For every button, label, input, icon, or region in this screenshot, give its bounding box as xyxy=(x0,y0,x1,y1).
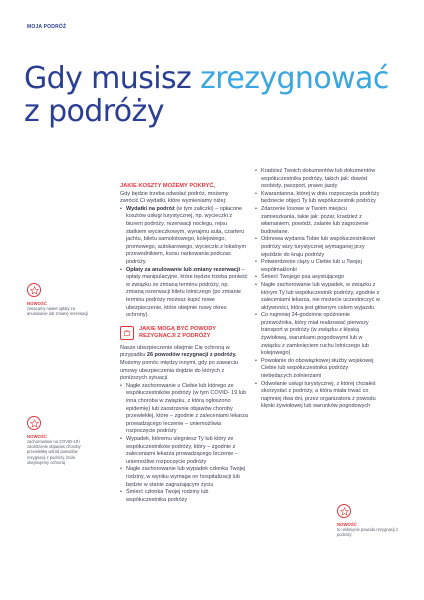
list-item: • Kradzież Twoich dokumentów lub dokumentów współuczestnika podróży, takich jak: dowód osobisty, paszport, prawo jazdy xyxy=(255,168,380,191)
list-item: • Opłaty za anulowanie lub zmiany rezerwacji – opłaty manipulacyjne, które będzie trzeba ponieść w związku ze zmianą terminu podróży, np. zmianą rezerwacji biletu lotniczego (po zmianie terminu podróży możesz kupić nowe ubezpieczenie, które obejmie nowy okres ochrony). xyxy=(120,267,248,320)
badge-text: zwracamy nawet opłaty za anulowanie lub zmianę rezerwacji xyxy=(27,306,89,317)
new-badge-reason xyxy=(337,504,399,537)
title-highlight: zrezygnować xyxy=(200,61,389,96)
list-item: • Odmowa wydania Tobie lub współuczestnikowi podróży wizy turystycznej wymaganej przy wjeździe do kraju podróży xyxy=(255,236,380,259)
badge-title: NOWOŚĆ xyxy=(27,434,47,439)
badge-text: zachorowanie na COVID-19 i zaostrzenie objawów choroby przewlekłej wśród powodów rezygnacji z podróży, które obejmujemy ochroną xyxy=(27,439,81,465)
reasons-heading: JAKIE MOGĄ BYĆ POWODY REZYGNACJI Z PODRÓŻY xyxy=(139,325,217,340)
star-icon xyxy=(27,283,41,297)
costs-intro: Gdy będzie trzeba odwołać podróż, możemy zwrócić Ci wydatki, które wymieniamy niżej: xyxy=(120,190,229,205)
left-column xyxy=(120,183,248,504)
reasons-heading-block xyxy=(120,326,248,341)
section-label: MOJA PODRÓŻ xyxy=(27,24,67,30)
new-badge-covid xyxy=(27,416,89,465)
star-icon xyxy=(337,504,351,518)
list-item: • Wypadek, któremu ulegniesz Ty lub który ze współuczestników podróży, który – zgodnie z zaleceniami lekarza prowadzącego leczenie – uniemożliwi rozpoczęcie podróży xyxy=(120,436,248,466)
list-item: • Zdarzenie losowe w Twoim miejscu zamieszkania, takie jak: pożar, kradzież z włamaniem, powódź, zalanie lub zagrożenie budowlane. xyxy=(255,206,380,236)
right-column xyxy=(255,168,380,411)
list-item: • Kwarantanna, której w dniu rozpoczęcia podróży będziecie objęci Ty lub współuczestnik podróży xyxy=(255,191,380,206)
star-icon xyxy=(27,416,41,430)
costs-heading: JAKIE KOSZTY MOŻEMY POKRYĆ, xyxy=(120,183,216,189)
list-item: • Odwołanie usługi turystycznej, z której chciałeś skorzystać z podróży, a która miała trwać co najmniej dwa dni, przez organizatora z powodu klęski żywiołowej lub warunków pogodowych xyxy=(255,381,380,411)
badge-title: NOWOŚĆ xyxy=(337,522,357,527)
list-item: • Potwierdzenie ciąży u Ciebie lub u Twojej współmałżonki xyxy=(255,259,380,274)
list-item: • Wydatki na podróż (w tym zaliczki) – opłacone kosztów usługi turystycznej, np. wycieczki z biurem podróży, rezerwacji noclegu, rejsu statkiem wycieczkowym, wynajmu auta, czarteru jachtu, biletu samolotowego, kolejowego, promowego, autokarowego, wycieczki z lokalnym przewodnikiem, kursu narkowania podczas podróży. xyxy=(120,206,248,267)
list-item: • Nagłe zachorowanie u Ciebie lub którego ze współuczestników podróży (w tym COVID- 19 lub inna choroba w związku, z którą ogłoszono epidemię) lub zaostrzenie objawów choroby przewlekłej, które – zgodnie z zaleceniami lekarza prowadzącego leczenie – uniemożliwia rozpoczęcie podróży xyxy=(120,383,248,436)
page-title: Gdy musisz zrezygnować z podróży xyxy=(24,61,389,129)
list-item: • Nagłe zachorowanie lub wypadek, w związku z którym Ty lub współuczestnik podróży, zgodnie z zaleceniami lekarza, nie możecie uczestniczyć w aktywności, która jest głównym celem wyjazdu xyxy=(255,282,380,312)
list-item: • Śmierć członka Twojej rodziny lub współuczestnika podróży xyxy=(120,489,248,504)
badge-text: to uniknięcie powodu rezygnacji z podróży xyxy=(337,527,398,538)
new-badge-fees xyxy=(27,283,89,316)
badge-title: NOWOŚĆ xyxy=(27,301,47,306)
list-item: • Nagłe zachorowanie lub wypadek członka Twojej rodziny, w wyniku wymaga on hospitalizacji lub będzie w stanie zagrażającym życiu xyxy=(120,466,248,489)
reasons-intro: Nasze ubezpieczenie obejmie Cię ochroną w przypadku 26 powodów rezygnacji z podróży. Możemy pomóc między innymi, gdy po zawarciu umowy ubezpieczenia dojdzie do których z poniższych sytuacji. xyxy=(120,344,238,382)
list-item: • Śmierć Twojego psa asystującego xyxy=(255,274,380,282)
list-item: • Powołanie do obowiązkowej służby wojskowej Ciebie lub współuczestnika podróży niebędących żołnierzami xyxy=(255,358,380,381)
list-item: • Co najmniej 24-godzinne opóźnienie przewoźnika, który miał realizować pierwszy transport w podróży (w związku z klęską żywiołową, warunkami pogodowymi lub w związku z zamknięciem ruchu lotniczego lub kolejowego) xyxy=(255,312,380,358)
travel-icon xyxy=(120,326,134,340)
